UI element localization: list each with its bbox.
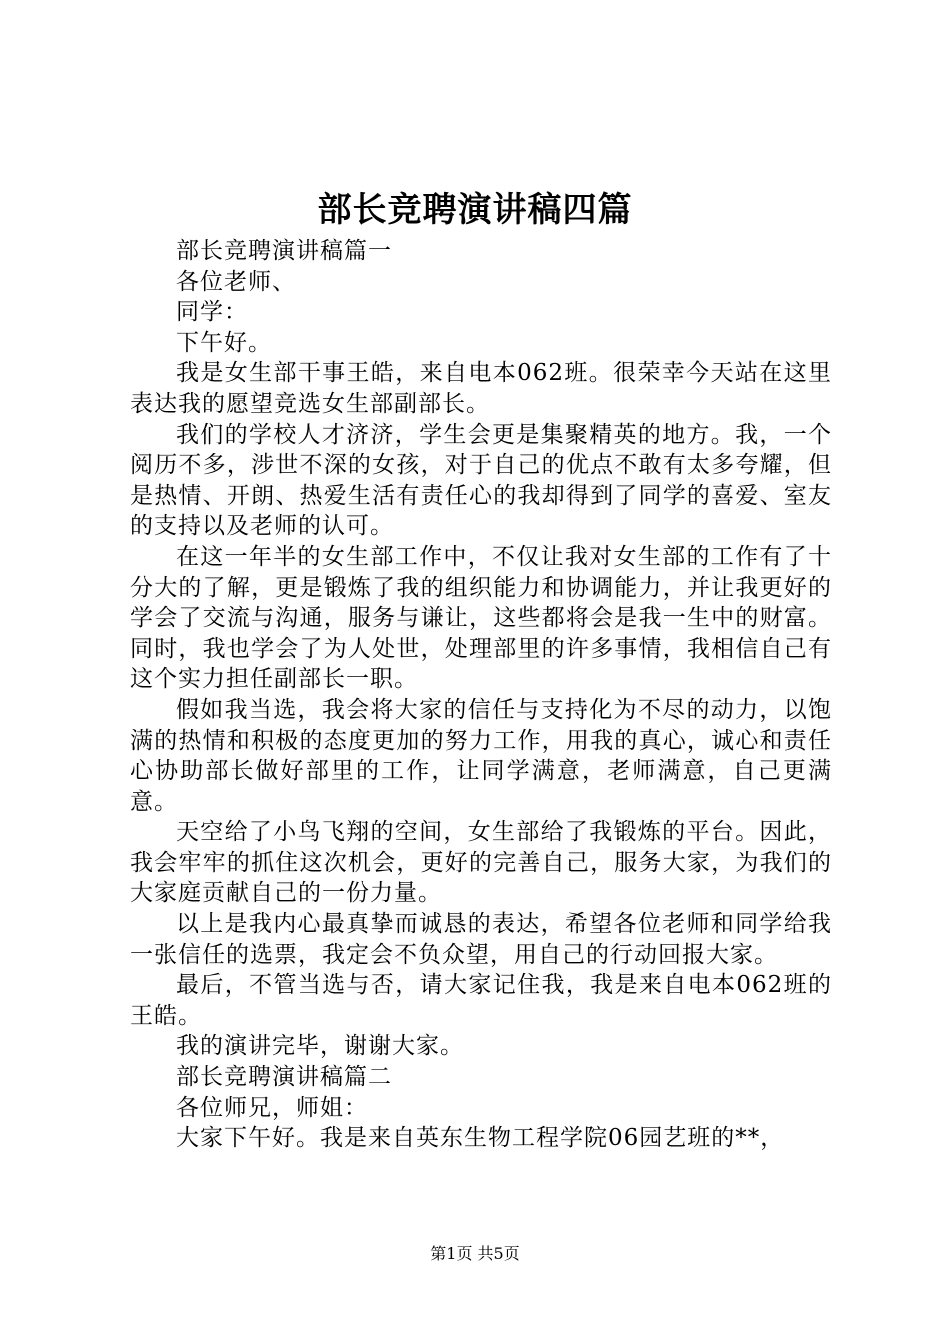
paragraph: 下午好。 (176, 329, 272, 356)
paragraph: 同学： (176, 299, 248, 326)
paragraph: 各位老师、 (176, 268, 296, 295)
paragraph: 大家下午好。我是来自英东生物工程学院06园艺班的**， (176, 1125, 785, 1152)
paragraph: 天空给了小鸟飞翔的空间，女生部给了我锻炼的平台。因此，我会牢牢的抓住这次机会，更好的完善自己，服务大家，为我们的大家庭贡献自己的一份力量。 (130, 819, 832, 907)
paragraph: 部长竞聘演讲稿篇二 (176, 1064, 392, 1091)
paragraph: 以上是我内心最真挚而诚恳的表达，希望各位老师和同学给我一张信任的选票，我定会不负众望，用自己的行动回报大家。 (130, 911, 832, 968)
paragraph: 我们的学校人才济济，学生会更是集聚精英的地方。我，一个阅历不多，涉世不深的女孩，对于自己的优点不敢有太多夸耀，但是热情、开朗、热爱生活有责任心的我却得到了同学的喜爱、室友的支持以及老师的认可。 (130, 421, 832, 540)
paragraph: 我的演讲完毕，谢谢大家。 (176, 1033, 464, 1060)
document-body (130, 236, 832, 1154)
paragraph: 部长竞聘演讲稿篇一 (176, 238, 392, 264)
paragraph: 各位师兄，师姐： (176, 1094, 368, 1121)
paragraph: 最后，不管当选与否，请大家记住我，我是来自电本062班的王皓。 (130, 972, 832, 1029)
paragraph: 我是女生部干事王皓，来自电本062班。很荣幸今天站在这里表达我的愿望竞选女生部副部长。 (130, 360, 832, 417)
document-title: 部长竞聘演讲稿四篇 (317, 190, 633, 230)
paragraph: 假如我当选，我会将大家的信任与支持化为不尽的动力，以饱满的热情和积极的态度更加的努力工作，用我的真心，诚心和责任心协助部长做好部里的工作，让同学满意，老师满意，自己更满意。 (130, 696, 832, 815)
page-footer: 第1页 共5页 (430, 1244, 520, 1263)
paragraph: 在这一年半的女生部工作中，不仅让我对女生部的工作有了十分大的了解，更是锻炼了我的组织能力和协调能力，并让我更好的学会了交流与沟通，服务与谦让，这些都将会是我一生中的财富。同时，我也学会了为人处世，处理部里的许多事情，我相信自己有这个实力担任副部长一职。 (130, 543, 832, 693)
